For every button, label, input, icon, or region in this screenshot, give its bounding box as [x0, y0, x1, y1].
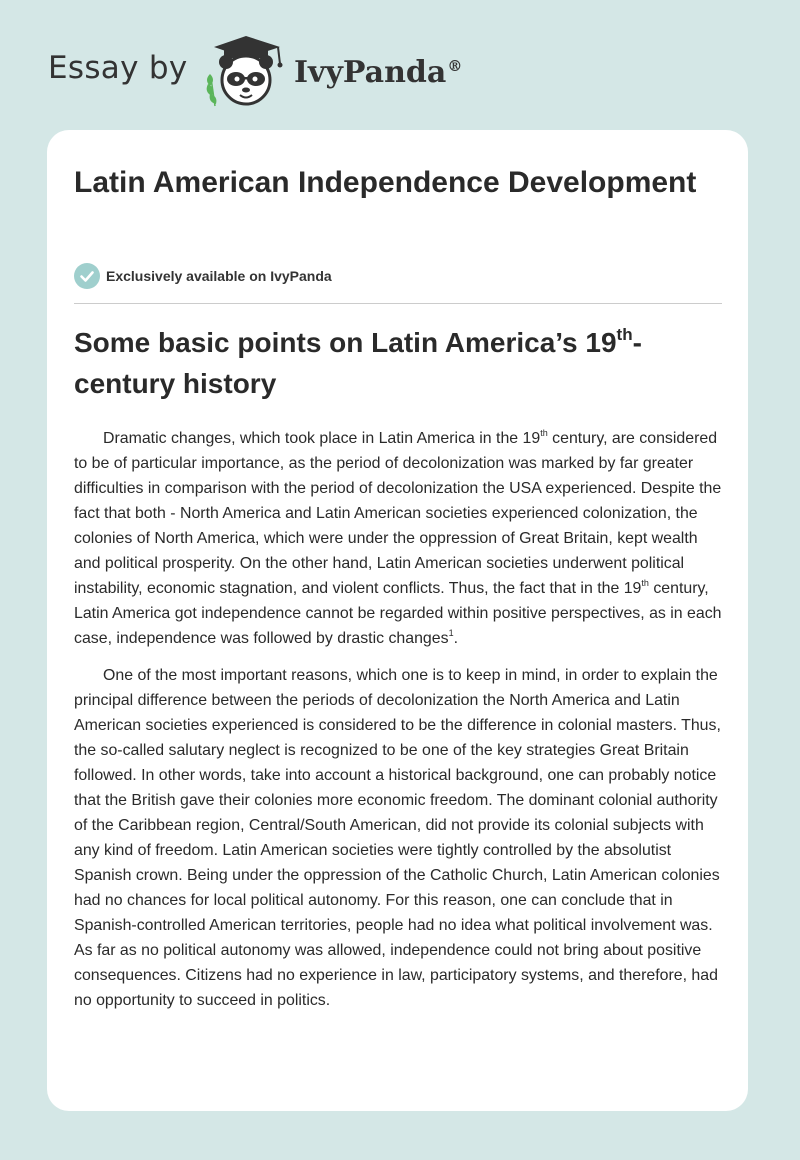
essay-body: [74, 426, 722, 1025]
ivypanda-logo-text[interactable]: IvyPanda®: [294, 55, 463, 90]
essay-by-label: Essay by: [48, 50, 188, 86]
essay-card: [47, 130, 748, 1111]
paragraph-1: Dramatic changes, which took place in Latin America in the 19th century, are considered to be of particular importance, as the period of decolonization was marked by far greater difficulties in comparison with the period of decolonization the USA experienced. Despite the fact that both - North America and Latin American societies experienced colonization, the colonies of North America, which were under the oppression of Great Britain, kept wealth and political prosperity. On the other hand, Latin American societies underwent political instability, economic stagnation, and violent conflicts. Thus, the fact that in the 19th century, Latin America got independence cannot be regarded within positive perspectives, as in each case, independence was followed by drastic changes$^1$.: [74, 427, 722, 647]
essay-title: Latin American Independence Development: [74, 166, 697, 199]
paragraph-2: One of the most important reasons, which one is to keep in mind, in order to explain the principal difference between the periods of decolonization the North America and Latin American societies experienced is considered to be the difference in colonial masters. Thus, the so-called salutary neglect is recognized to be one of the key strategies Great Britain followed. In other words, take into account a historical background, one can probably notice that the British gave their colonies more economic freedom. The dominant colonial authority of the Caribbean region, Central/South American, did not provide its colonial subjects with any kind of freedom. Latin American societies were tightly controlled by the absolutist Spanish crown. Being under the oppression of the Catholic Church, Latin American colonies had no chances for local political autonomy. For this reason, one can conclude that in Spanish-controlled American territories, people had no idea what political involvement was. As far as no political autonomy was allowed, independence could not bring about positive consequences. Citizens had no experience in law, participatory systems, and therefore, had no opportunity to succeed in politics.: [74, 667, 721, 1009]
panda-graduate-icon: [200, 34, 292, 108]
check-circle-icon: [74, 263, 100, 289]
footnote-ref[interactable]: 1: [448, 627, 454, 638]
divider: [74, 303, 722, 304]
exclusive-badge-text: Exclusively available on IvyPanda: [106, 268, 332, 284]
site-header: [0, 0, 800, 130]
exclusive-badge: [74, 262, 332, 290]
section-heading: Some basic points on Latin America’s 19th-century history: [74, 324, 642, 399]
